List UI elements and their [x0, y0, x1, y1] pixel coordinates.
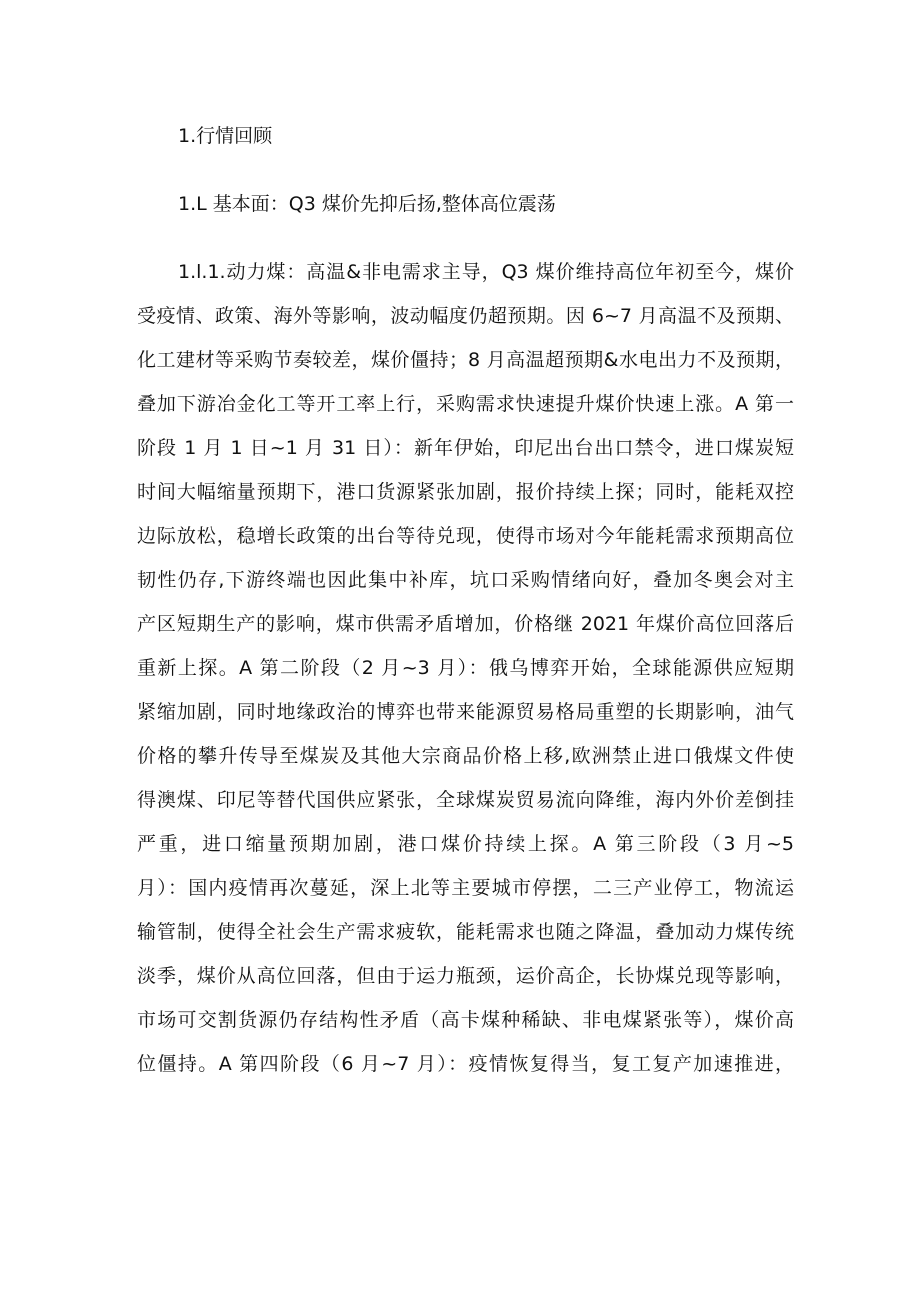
paragraph-line: 1.l.1.动力煤：高温&非电需求主导，Q3 煤价维持高位年初至今，煤价: [178, 261, 794, 283]
paragraph-line: 价格的攀升传导至煤炭及其他大宗商品价格上移,欧洲禁止进口俄煤文件使: [137, 745, 794, 767]
paragraph-line: 月）：国内疫情再次蔓延，深上北等主要城市停摆，二三产业停工，物流运: [137, 877, 794, 899]
paragraph-line: 严重，进口缩量预期加剧，港口煤价持续上探。A 第三阶段（3 月~5: [137, 833, 794, 855]
paragraph-line: 阶段 1 月 1 日~1 月 31 日）：新年伊始，印尼出台出口禁令，进口煤炭短: [137, 437, 794, 459]
paragraph-line: 叠加下游冶金化工等开工率上行，采购需求快速提升煤价快速上涨。A 第一: [137, 393, 794, 415]
paragraph-line: 位僵持。A 第四阶段（6 月~7 月）：疫情恢复得当，复工复产加速推进，: [137, 1053, 794, 1075]
paragraph-line: 受疫情、政策、海外等影响，波动幅度仍超预期。因 6~7 月高温不及预期、: [137, 305, 794, 327]
paragraph-line: 得澳煤、印尼等替代国供应紧张，全球煤炭贸易流向降维，海内外价差倒挂: [137, 789, 794, 811]
paragraph-line: 边际放松，稳增长政策的出台等待兑现，使得市场对今年能耗需求预期高位: [137, 525, 794, 547]
section-heading-1-1: 1.L 基本面：Q3 煤价先抑后扬,整体高位震荡: [178, 193, 556, 215]
paragraph-line: 市场可交割货源仍存结构性矛盾（高卡煤种稀缺、非电煤紧张等），煤价高: [137, 1009, 794, 1031]
paragraph-line: 产区短期生产的影响，煤市供需矛盾增加，价格继 2021 年煤价高位回落后: [137, 613, 794, 635]
paragraph-line: 输管制，使得全社会生产需求疲软，能耗需求也随之降温，叠加动力煤传统: [137, 921, 794, 943]
paragraph-line: 淡季，煤价从高位回落，但由于运力瓶颈，运价高企，长协煤兑现等影响，: [137, 965, 794, 987]
section-heading-1: 1.行情回顾: [178, 125, 273, 147]
paragraph-line: 紧缩加剧，同时地缘政治的博弈也带来能源贸易格局重塑的长期影响，油气: [137, 701, 794, 723]
paragraph-line: 重新上探。A 第二阶段（2 月~3 月）：俄乌博弈开始，全球能源供应短期: [137, 657, 794, 679]
paragraph-line: 韧性仍存,下游终端也因此集中补库，坑口采购情绪向好，叠加冬奥会对主: [137, 569, 794, 591]
paragraph-line: 化工建材等采购节奏较差，煤价僵持；8 月高温超预期&水电出力不及预期，: [137, 349, 794, 371]
paragraph-line: 时间大幅缩量预期下，港口货源紧张加剧，报价持续上探；同时，能耗双控: [137, 481, 794, 503]
